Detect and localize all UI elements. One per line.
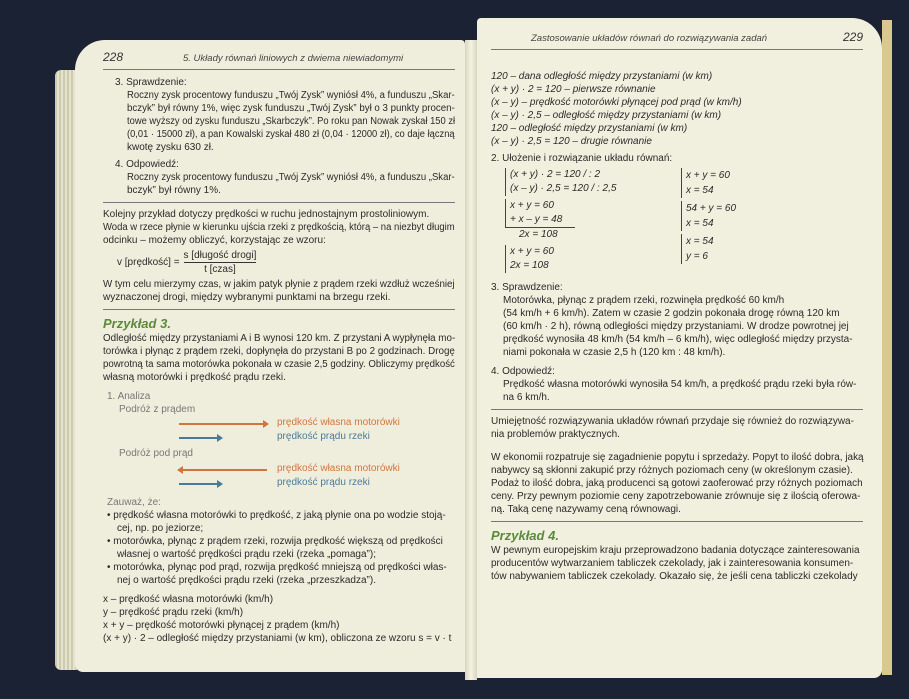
arrow-left-icon (179, 469, 267, 471)
formula-numerator: s [długość drogi] (183, 250, 257, 261)
paragraph (491, 415, 863, 441)
text-line: nia problemów praktycznych. (491, 429, 620, 440)
item-title: 3. Sprawdzenie: (115, 77, 187, 88)
text-line: W pewnym europejskim kraju przeprowadzono badania dotyczące zainteresowania (491, 545, 860, 556)
equation: x = 54 (686, 218, 714, 229)
page-stack-edge (55, 70, 77, 670)
text-line: Odległość między przystaniami A i B wynosi 120 km. Z przystani A wypłynęła mo- (103, 333, 456, 344)
bullet-line: własnej o wartość prędkości prądu rzeki (rzeka „pomaga”); (117, 549, 376, 560)
formula-lhs: v [prędkość] = (117, 257, 180, 268)
note-title: Zauważ, że: (107, 497, 161, 508)
bullet-line: • prędkość własna motorówki to prędkość, z jaką płynie ona po wodzie stoją- (107, 510, 446, 521)
equation: (x – y) · 2,5 = 120 / : 2,5 (510, 183, 617, 194)
equation: 2x = 108 (510, 260, 549, 271)
velocity-formula (117, 249, 455, 276)
equations-left (491, 168, 661, 273)
page-number: 228 (103, 50, 124, 64)
notes (103, 496, 455, 587)
equation: x = 54 (686, 185, 714, 196)
text-line: (x – y) · 2,5 – odległość między przystaniami (w km) (491, 110, 722, 121)
equations-right (681, 168, 831, 273)
text-line: ną. Taką cenę nazywamy ceną równowagi. (491, 504, 681, 515)
equations (491, 168, 863, 273)
text-line: bczyk” był równy 1%. (127, 185, 221, 196)
text-line: Podaż to ilość dobra, jaką producenci są gotowi zaoferować przy różnych poziomach (491, 478, 863, 489)
check-section (103, 76, 455, 197)
right-page (477, 18, 882, 678)
running-header: Zastosowanie układów równań do rozwiązywania zadań (531, 33, 768, 44)
text-line: odcinku – możemy obliczyć, korzystając ze wzoru: (103, 235, 326, 246)
equation: + x – y = 48 (510, 214, 563, 225)
example-3 (103, 315, 455, 384)
item-title: 4. Odpowiedź: (491, 366, 555, 377)
bullet-line: nej o wartość prędkości prądu rzeki (rzeka „przeszkadza”). (117, 575, 376, 586)
economics-paragraph (491, 451, 863, 516)
text-line: niami pokonała w czasie 2,5 h (120 km : 48 km/h). (503, 347, 726, 358)
text-line: (x – y) · 2,5 = 120 – drugie równanie (491, 136, 652, 147)
page-stack-edge-right (882, 20, 892, 675)
text-line: producentów wytwarzaniem tabliczek czekolady, jak i zainteresowania konsumen- (491, 558, 854, 569)
bullet-line: cej, np. po jeziorze; (117, 523, 204, 534)
bullet-line: • motorówka, płynąc pod prąd, rozwija prędkość mniejszą od prędkości włas- (107, 562, 447, 573)
equation: x = 54 (686, 236, 714, 247)
left-page (75, 40, 465, 672)
text-line: (x + y) · 2 – odległość między przystaniami (w km), obliczona ze wzoru s = v · t (103, 633, 452, 644)
formula-denominator: t [czas] (204, 264, 236, 275)
text-line: powrotną ta sama motorówka pokonała w czasie 2,5 godziny. Obliczymy prędkość (103, 359, 455, 370)
text-line: tów nabywaniem tabliczek czekolady. Okazało się, że jeśli cena tabliczki czekolady (491, 571, 858, 582)
equation: (x + y) · 2 = 120 / : 2 (510, 169, 601, 180)
text-line: torówka i płynąc z prądem rzeki, dopłynęła do przystani B po 2 godzinach. Drogę (103, 346, 455, 357)
intro-paragraph (103, 208, 455, 304)
text-line: (54 km/h + 6 km/h). Zatem w czasie 2 godzin pokonała drogę równą 120 km (503, 308, 840, 319)
text-line: własną motorówki i prędkość prądu rzeki. (103, 372, 286, 383)
arrow-right-icon (179, 483, 221, 485)
example-4 (491, 527, 863, 583)
equation: 2x = 108 (519, 229, 558, 240)
label-boat-speed: prędkość własna motorówki (277, 463, 400, 474)
text-line: x – prędkość własna motorówki (km/h) (103, 594, 274, 605)
text-line: towe wyższy od zysku funduszu „Skarbczyk”. Po roku pan Nowak zyskał 150 zł (127, 116, 456, 127)
equation: x + y = 60 (510, 200, 554, 211)
item-title: 1. Analiza (107, 391, 151, 402)
running-header: 5. Układy równań liniowych z dwiema niewiadomymi (183, 53, 404, 64)
text-line: wyznaczonej drogi, między wybranymi punktami na brzegu rzeki. (103, 292, 391, 303)
item-title: 3. Sprawdzenie: (491, 282, 563, 293)
check-section (491, 281, 863, 404)
text-line: W tym celu mierzymy czas, w jakim patyk płynie z prądem rzeki wzdłuż wcześniej (103, 279, 455, 290)
example-title: Przykład 3. (103, 316, 171, 331)
item-title: 4. Odpowiedź: (115, 159, 179, 170)
text-line: bczyk” był równy 1%, więc zysk funduszu „Twój Zysk” był o 3 punkty procen- (127, 103, 455, 114)
text-line: nabywcy są skłonni zakupić przy różnych poziomach ceny (w określonym czasie). (491, 465, 853, 476)
arrow-right-icon (179, 437, 221, 439)
equation: y = 6 (686, 251, 708, 262)
text-line: 120 – dana odległość między przystaniami (w km) (491, 71, 713, 82)
label-river-speed: prędkość prądu rzeki (277, 431, 370, 442)
text-line: 120 – odległość między przystaniami (w km) (491, 123, 688, 134)
text-line: Kolejny przykład dotyczy prędkości w ruchu jednostajnym prostoliniowym. (103, 209, 430, 220)
text-line: kwotę zysku 630 zł. (127, 142, 214, 153)
text-line: Roczny zysk procentowy funduszu „Twój Zysk” wyniósł 4%, a funduszu „Skar- (127, 90, 455, 101)
text-line: (x + y) · 2 = 120 – pierwsze równanie (491, 84, 656, 95)
text-line: x + y – prędkość motorówki płynącej z prądem (km/h) (103, 620, 340, 631)
equation: 54 + y = 60 (686, 203, 737, 214)
text-line: Umiejętność rozwiązywania układów równań przydaje się również do rozwiązywa- (491, 416, 854, 427)
text-line: Roczny zysk procentowy funduszu „Twój Zysk” wyniósł 4%, a funduszu „Skar- (127, 172, 455, 183)
text-line: (60 km/h · 2 h), równą odległości między przystaniami. W drodze powrotnej jej (503, 321, 849, 332)
example-title: Przykład 4. (491, 528, 559, 543)
equation-definitions (491, 70, 863, 148)
text-line: Woda w rzece płynie w kierunku ujścia rzeki z prędkością, którą – na niezbyt długim (103, 222, 455, 233)
label-boat-speed: prędkość własna motorówki (277, 417, 400, 428)
bullet-line: • motorówka, płynąc z prądem rzeki, rozwija prędkość większą od prędkości (107, 536, 443, 547)
text-line: y – prędkość prądu rzeki (km/h) (103, 607, 244, 618)
label-river-speed: prędkość prądu rzeki (277, 477, 370, 488)
text-line: (0,01 · 15000 zł), a pan Kowalski zyskał 480 zł (0,04 · 12000 zł), co daje łączną (127, 129, 455, 140)
page-number: 229 (842, 30, 863, 44)
text-line: (x – y) – prędkość motorówki płynącej pod prąd (w km/h) (491, 97, 742, 108)
diagram-label: Podróż pod prąd (119, 448, 193, 459)
text-line: Motorówka, płynąc z prądem rzeki, rozwinęła prędkość 60 km/h (503, 295, 785, 306)
text-line: W ekonomii rozpatruje się zagadnienie popytu i sprzedaży. Popyt to ilość dobra, jaką (491, 452, 864, 463)
text-line: prędkość wynosiła 48 km/h (54 km/h – 6 km/h), więc odległość między przysta- (503, 334, 853, 345)
text-line: na 6 km/h. (503, 392, 550, 403)
arrow-right-icon (179, 423, 267, 425)
equation: x + y = 60 (686, 170, 730, 181)
variable-definitions (103, 593, 455, 645)
diagram-label: Podróż z prądem (119, 404, 196, 415)
book-gutter (465, 40, 477, 680)
text-line: Prędkość własna motorówki wynosiła 54 km/h, a prędkość prądu rzeki była rów- (503, 379, 857, 390)
analysis-diagram (103, 390, 455, 492)
text-line: ceny. Przy pewnym poziomie ceny zapotrzebowanie zrównuje się z ilością oferowa- (491, 491, 861, 502)
item-2-title: 2. Ułożenie i rozwiązanie układu równań: (491, 153, 673, 164)
equation: x + y = 60 (510, 246, 554, 257)
